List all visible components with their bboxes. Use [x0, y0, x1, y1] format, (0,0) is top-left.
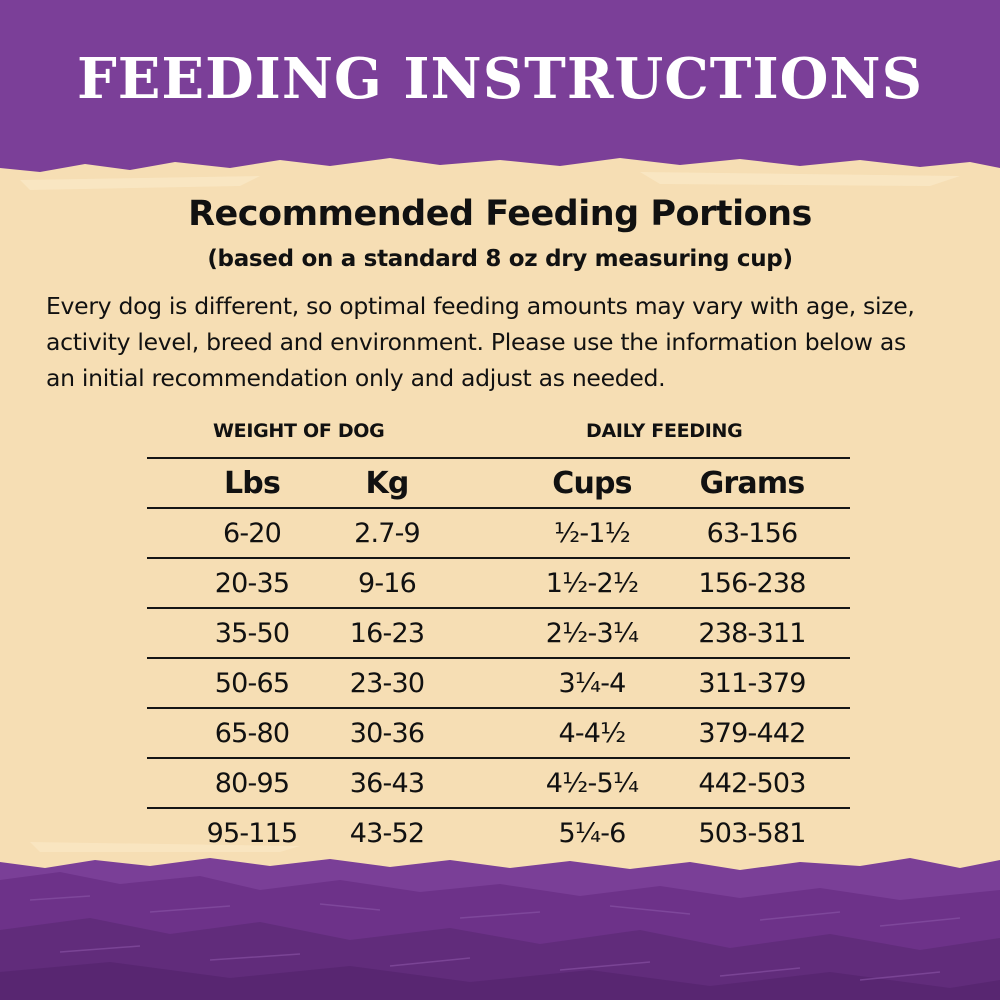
column-header-grams: Grams [699, 466, 805, 501]
table-row [147, 659, 850, 707]
cell-grams: 503-581 [698, 818, 806, 849]
cell-grams: 379-442 [698, 718, 806, 749]
cell-lbs: 20-35 [214, 568, 290, 599]
cell-cups: 4-4½ [558, 718, 626, 749]
table-header-row [147, 459, 850, 507]
cell-kg: 9-16 [357, 568, 417, 599]
column-header-cups: Cups [552, 466, 632, 501]
table-row [147, 509, 850, 557]
cell-cups: 5¼-6 [558, 818, 626, 849]
table-row [147, 759, 850, 807]
cell-lbs: 35-50 [214, 618, 290, 649]
cell-cups: 2½-3¼ [545, 618, 639, 649]
cell-grams: 238-311 [698, 618, 806, 649]
cell-kg: 16-23 [349, 618, 425, 649]
cell-kg: 36-43 [349, 768, 425, 799]
table-row [147, 559, 850, 607]
cell-lbs: 50-65 [214, 668, 290, 699]
daily-group-header: DAILY FEEDING [586, 420, 743, 442]
cell-cups: 3¼-4 [558, 668, 626, 699]
cell-grams: 156-238 [698, 568, 806, 599]
section-subtitle: (based on a standard 8 oz dry measuring cup) [207, 246, 793, 272]
cell-kg: 43-52 [349, 818, 425, 849]
cell-lbs: 65-80 [214, 718, 290, 749]
intro-paragraph: Every dog is different, so optimal feeding amounts may vary with age, size, activity level, breed and environment. Please use the information below as an initial recommendation only and adjust as needed. [46, 292, 915, 392]
table-row [147, 809, 850, 857]
column-header-kg: Kg [365, 466, 409, 501]
cell-grams: 311-379 [698, 668, 806, 699]
cell-cups: 4½-5¼ [545, 768, 639, 799]
table-row [147, 709, 850, 757]
cell-cups: 1½-2½ [545, 568, 639, 599]
cell-kg: 30-36 [349, 718, 425, 749]
feeding-table [147, 457, 850, 857]
cell-kg: 2.7-9 [354, 518, 420, 549]
cell-grams: 63-156 [706, 518, 798, 549]
cell-kg: 23-30 [349, 668, 425, 699]
weight-group-header: WEIGHT OF DOG [213, 420, 385, 442]
cell-lbs: 95-115 [206, 818, 298, 849]
cell-cups: ½-1½ [553, 518, 631, 549]
cell-grams: 442-503 [698, 768, 806, 799]
cell-lbs: 6-20 [222, 518, 282, 549]
page-title: FEEDING INSTRUCTIONS [76, 46, 924, 112]
section-title: Recommended Feeding Portions [188, 194, 812, 234]
table-row [147, 609, 850, 657]
column-header-lbs: Lbs [223, 466, 281, 501]
cell-lbs: 80-95 [214, 768, 290, 799]
